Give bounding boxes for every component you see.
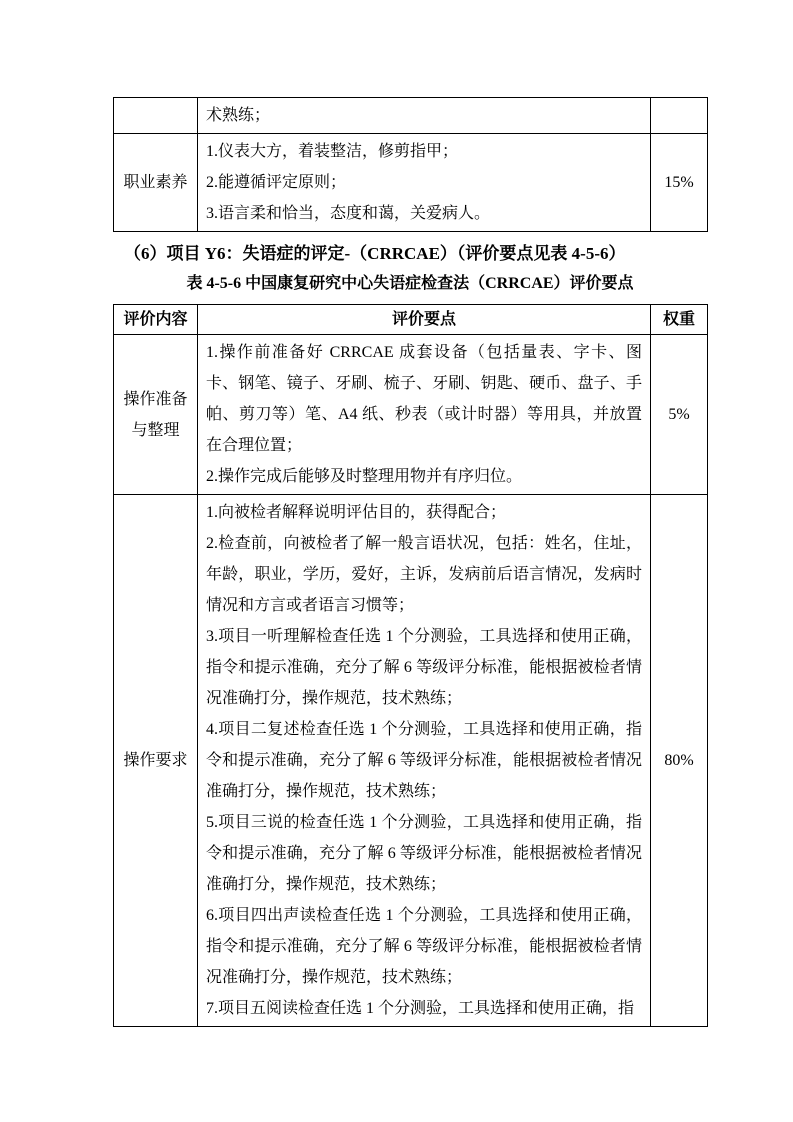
- point-text: 6.项目四出声读检查任选 1 个分测验，工具选择和使用正确，指令和提示准确，充分了解 6 等级评分标准，能根据被检者情况准确打分，操作规范，技术熟练；: [206, 907, 642, 986]
- row-label: 操作准备与整理: [114, 335, 198, 495]
- point-text: 3.语言柔和恰当，态度和蔼，关爱病人。: [206, 205, 491, 222]
- weight-cell: 15%: [651, 134, 708, 232]
- points-cell: [198, 134, 651, 232]
- points-cell: [198, 98, 651, 134]
- table-caption: 表 4-5-6 中国康复研究中心失语症检查法（CRRCAE）评价要点: [186, 275, 634, 292]
- point-text: 1.向被检者解释说明评估目的，获得配合；: [206, 504, 507, 521]
- page-content: [113, 97, 707, 1027]
- point-text: 3.项目一听理解检查任选 1 个分测验，工具选择和使用正确，指令和提示准确，充分了解 6 等级评分标准，能根据被检者情况准确打分，操作规范，技术熟练；: [206, 628, 642, 707]
- section-heading: （6）项目 Y6：失语症的评定-（CRRCAE）（评价要点见表 4-5-6）: [124, 244, 626, 263]
- header-points: 评价要点: [198, 305, 651, 335]
- point-text: 2.操作完成后能够及时整理用物并有序归位。: [206, 468, 523, 485]
- header-content: 评价内容: [114, 305, 198, 335]
- points-cell: [198, 495, 651, 1027]
- point-text: 2.检查前，向被检者了解一般言语状况，包括：姓名，住址，年龄，职业，学历，爱好，主诉，发病前后语言情况，发病时情况和方言或者语言习惯等；: [206, 535, 642, 614]
- point-text: 5.项目三说的检查任选 1 个分测验，工具选择和使用正确，指令和提示准确，充分了解 6 等级评分标准，能根据被检者情况准确打分，操作规范，技术熟练；: [206, 814, 642, 893]
- point-text: 1.仪表大方，着装整洁，修剪指甲；: [206, 143, 459, 160]
- point-text: 1.操作前准备好 CRRCAE 成套设备（包括量表、字卡、图卡、钢笔、镜子、牙刷、梳子、牙刷、钥匙、硬币、盘子、手帕、剪刀等）笔、A4 纸、秒表（或计时器）等用具，并放置在合理位置；: [206, 344, 642, 454]
- row-label-empty: [114, 98, 198, 134]
- table-header-row: [114, 305, 708, 335]
- row-label: 操作要求: [114, 495, 198, 1027]
- point-text: 术熟练；: [206, 107, 271, 124]
- weight-cell: 80%: [651, 495, 708, 1027]
- table-row: [114, 134, 708, 232]
- point-text: 4.项目二复述检查任选 1 个分测验，工具选择和使用正确，指令和提示准确，充分了解 6 等级评分标准，能根据被检者情况准确打分，操作规范，技术熟练；: [206, 721, 642, 800]
- weight-cell: 5%: [651, 335, 708, 495]
- point-text: 2.能遵循评定原则；: [206, 174, 347, 191]
- table-row: [114, 335, 708, 495]
- weight-cell-empty: [651, 98, 708, 134]
- points-clipped-region: [206, 497, 642, 1024]
- table-row-continuation: [114, 98, 708, 134]
- header-weight: 权重: [651, 305, 708, 335]
- crrcae-evaluation-table: [113, 304, 708, 1027]
- previous-criteria-table: [113, 97, 708, 232]
- table-row: [114, 495, 708, 1027]
- row-label: 职业素养: [114, 134, 198, 232]
- points-cell: [198, 335, 651, 495]
- point-text: 7.项目五阅读检查任选 1 个分测验，工具选择和使用正确，指: [206, 1000, 635, 1017]
